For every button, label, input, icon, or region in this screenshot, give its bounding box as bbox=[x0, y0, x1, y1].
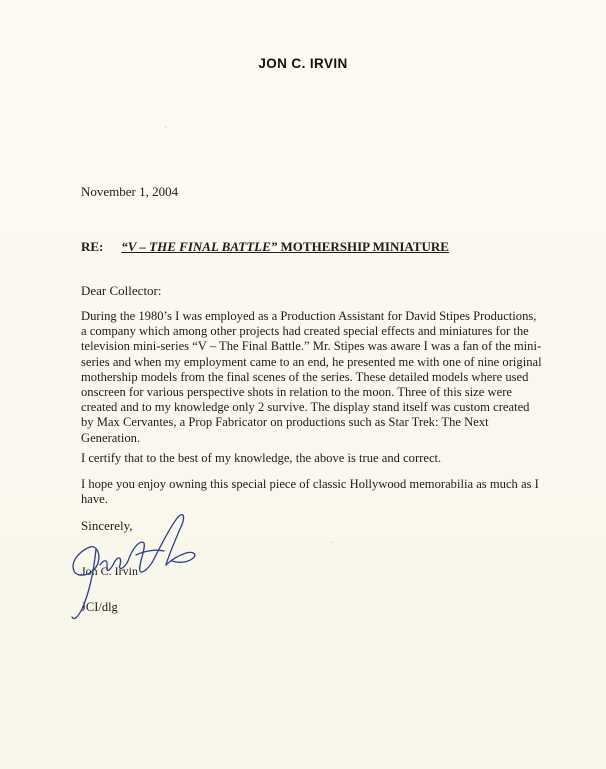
subject-label: RE: bbox=[81, 239, 104, 254]
salutation: Dear Collector: bbox=[81, 283, 162, 298]
body-paragraph-2: I certify that to the best of my knowledge, the above is true and correct. bbox=[81, 451, 442, 465]
paper-speck: ˊ bbox=[164, 126, 168, 137]
closing: Sincerely, bbox=[81, 518, 133, 533]
subject-rest: MOTHERSHIP MINIATURE bbox=[277, 239, 449, 254]
reference-initials: JCI/dlg bbox=[81, 600, 118, 614]
paper-speck: · bbox=[330, 538, 334, 549]
body-paragraph-3: I hope you enjoy owning this special piece of classic Hollywood memorabilia as much as I have. bbox=[81, 477, 539, 507]
subject-line bbox=[81, 239, 449, 255]
subject-text bbox=[121, 239, 449, 254]
letterhead-name: JON C. IRVIN bbox=[258, 56, 348, 71]
subject-title: “V – THE FINAL BATTLE” bbox=[121, 239, 278, 254]
letter-date: November 1, 2004 bbox=[81, 184, 179, 199]
body-paragraph-1: During the 1980’s I was employed as a Production Assistant for David Stipes Productions, a company which among other projects had created special effects and miniatures for the television mini-series “V – The Final Battle.” Mr. Stipes was aware I was a fan of the mini-series and when my employment came to an end, he presented me with one of nine original mothership models from the final scenes of the series. These detailed models where used onscreen for various perspective shots in relation to the moon. Three of this size were created and to my knowledge only 2 survive. The display stand itself was custom created by Max Cervantes, a Prop Fabricator on productions such as Star Trek: The Next Generation. bbox=[81, 309, 542, 445]
signer-name: Jon C. Irvin bbox=[81, 564, 138, 578]
